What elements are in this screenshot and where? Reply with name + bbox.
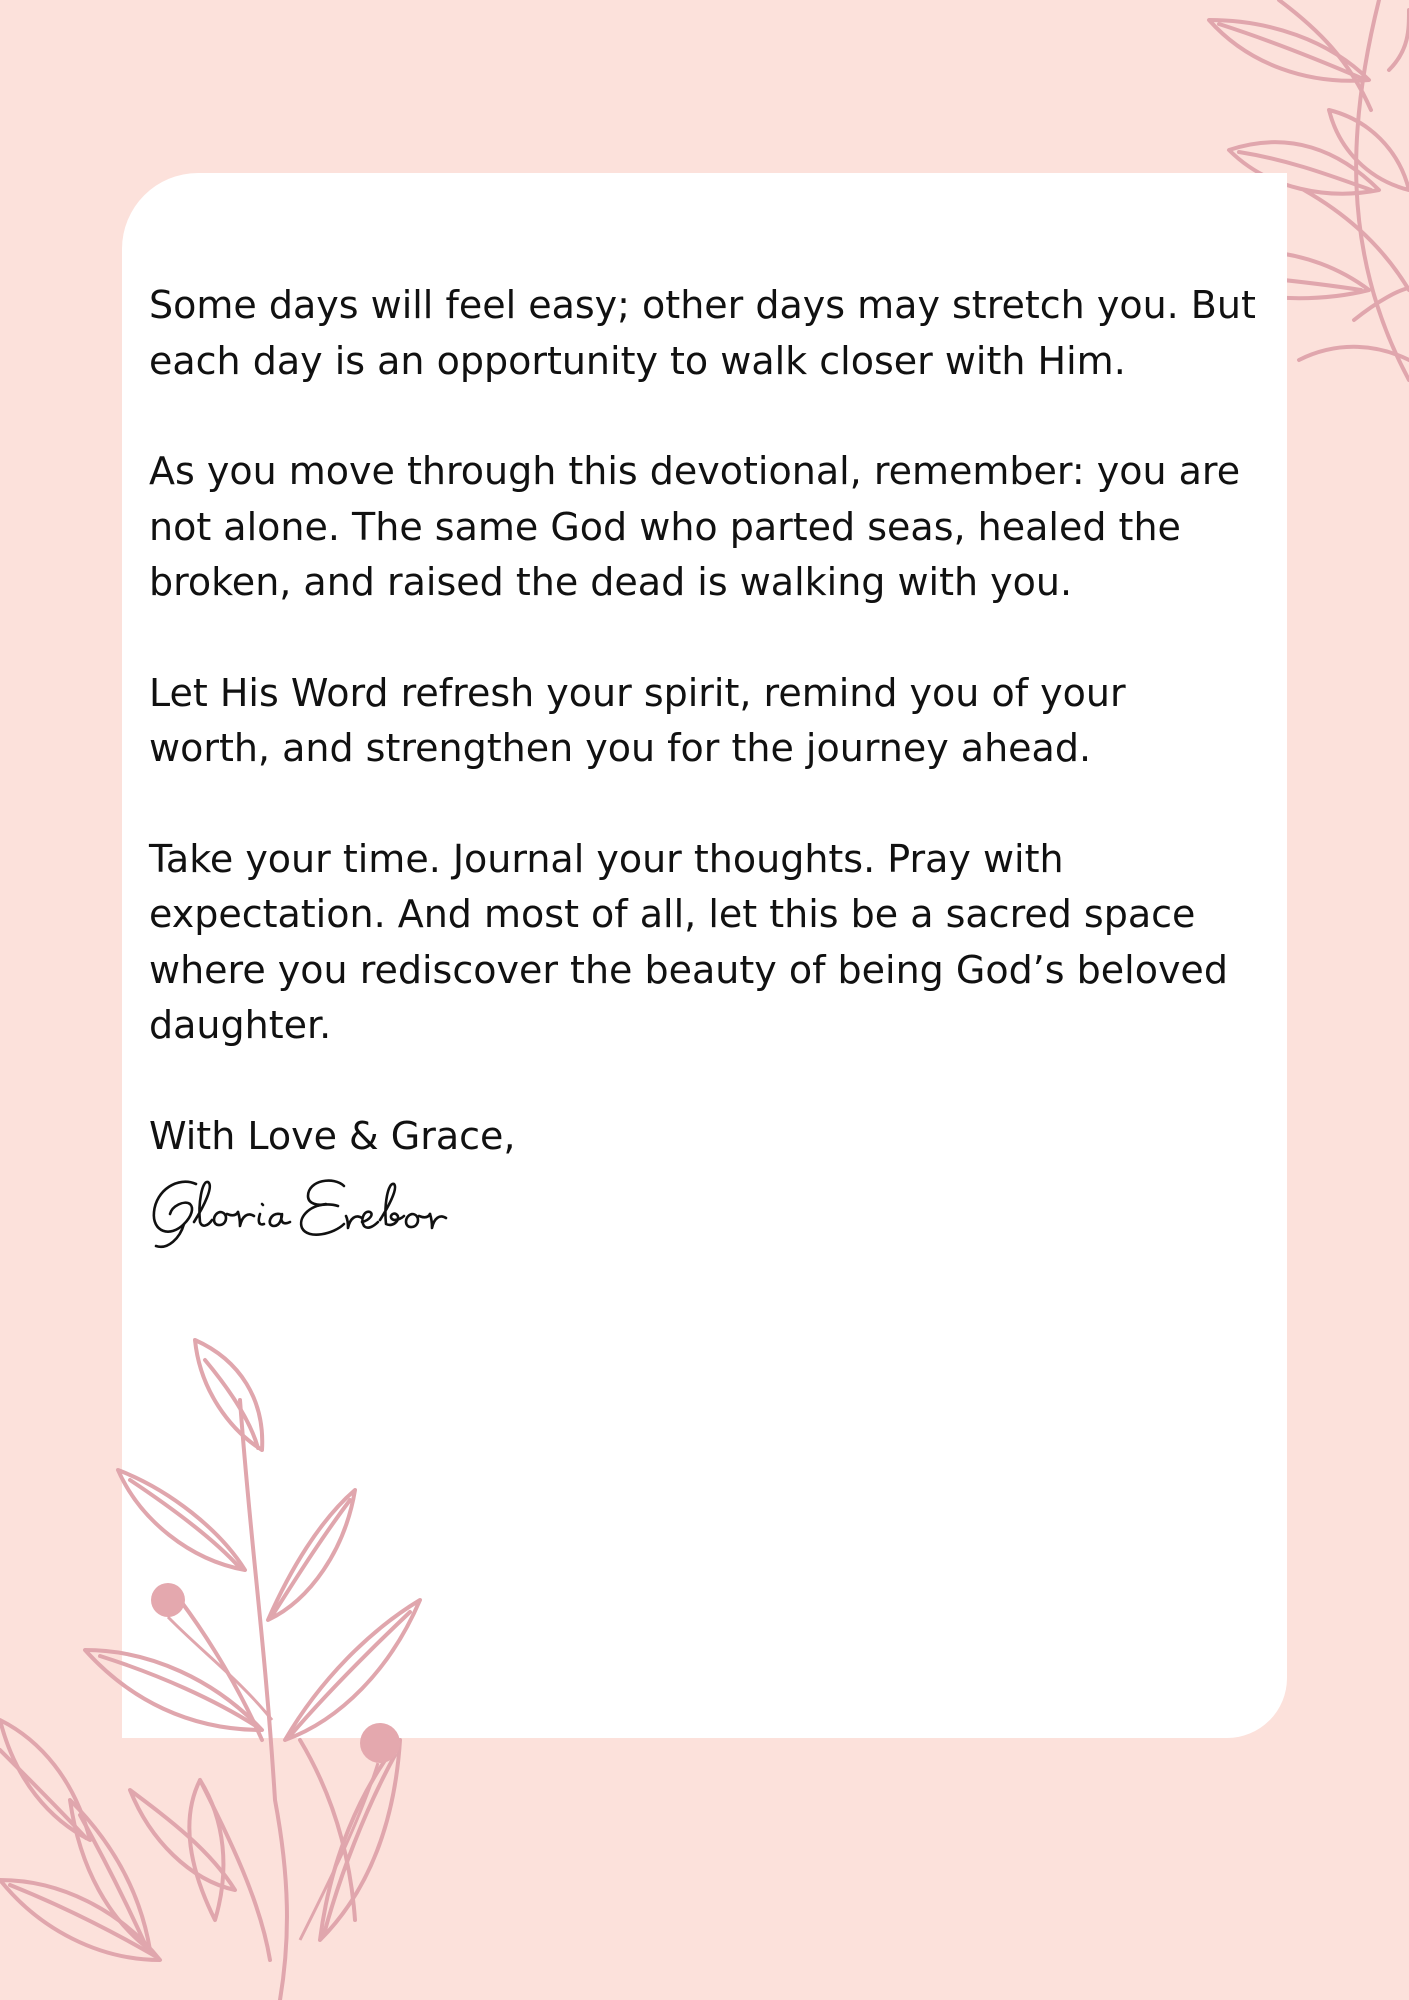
letter-body	[149, 278, 1279, 1164]
letter-paragraph-3: Let His Word refresh your spirit, remind you of your worth, and strengthen you for the journey ahead.	[149, 670, 1126, 770]
letter-paragraph-1: Some days will feel easy; other days may stretch you. But each day is an opportunity to walk closer with Him.	[149, 283, 1256, 383]
letter-closing: With Love & Grace,	[149, 1113, 516, 1158]
letter-paragraph-2: As you move through this devotional, remember: you are not alone. The same God who parted seas, healed the broken, and raised the dead is walking with you.	[149, 449, 1241, 604]
letter-paragraph-4: Take your time. Journal your thoughts. Pray with expectation. And most of all, let this be a sacred space where you rediscover the beauty of being God’s beloved daughter.	[149, 836, 1228, 1047]
handwritten-signature	[148, 1170, 488, 1260]
